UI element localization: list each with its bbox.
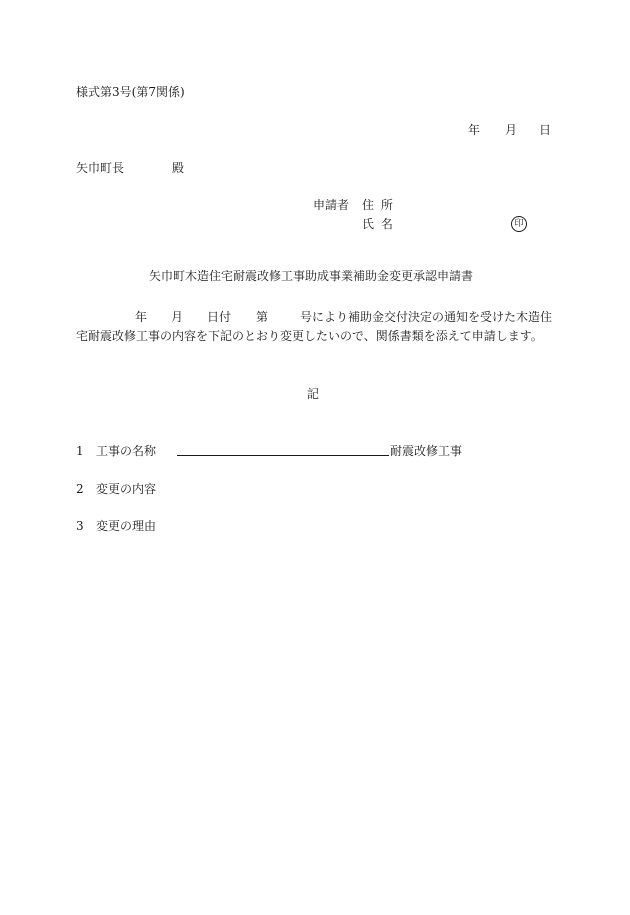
ref-day: 日付 bbox=[207, 310, 232, 324]
item-label: 変更の内容 bbox=[96, 482, 157, 496]
date-year: 年 bbox=[468, 123, 481, 137]
item-number: 1 bbox=[76, 444, 84, 458]
addressee-honorific: 殿 bbox=[172, 161, 185, 175]
document-title: 矢巾町木造住宅耐震改修工事助成事業補助金変更承認申請書 bbox=[149, 269, 474, 283]
applicant-address-label: 住 所 bbox=[362, 198, 393, 212]
item-suffix: 耐震改修工事 bbox=[390, 444, 463, 458]
ref-month: 月 bbox=[171, 310, 184, 324]
item-label: 変更の理由 bbox=[96, 519, 157, 533]
seal-mark: 印 bbox=[511, 216, 527, 232]
item-number: 3 bbox=[76, 519, 84, 533]
item-label: 工事の名称 bbox=[96, 444, 157, 458]
construction-name-blank bbox=[177, 455, 389, 456]
ref-number: 第 bbox=[256, 310, 269, 324]
body-line2: 宅耐震改修工事の内容を下記のとおり変更したいので、関係書類を添えて申請します。 bbox=[76, 329, 543, 343]
applicant-name-label: 氏 名 bbox=[362, 217, 393, 231]
body-line1: 号により補助金交付決定の通知を受けた木造住 bbox=[300, 310, 553, 324]
item-number: 2 bbox=[76, 482, 84, 496]
date-month: 月 bbox=[505, 123, 518, 137]
ref-year: 年 bbox=[135, 310, 148, 324]
date-day: 日 bbox=[539, 123, 552, 137]
addressee-name: 矢巾町長 bbox=[76, 161, 125, 175]
ki-heading: 記 bbox=[307, 387, 320, 401]
applicant-label: 申請者 bbox=[313, 198, 350, 212]
form-number: 様式第3号(第7関係) bbox=[76, 85, 185, 99]
